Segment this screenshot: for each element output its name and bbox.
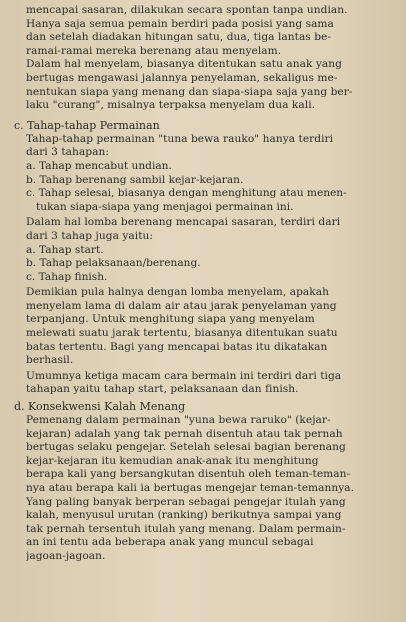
text-line: Dalam hal lomba berenang mencapai sasaran, terdiri dari xyxy=(26,216,341,229)
text-line: Dalam hal menyelam, biasanya ditentukan satu anak yang xyxy=(26,58,342,71)
book-page xyxy=(14,4,396,564)
text-line: laku "curang", misalnya terpaksa menyelam dua kali. xyxy=(26,99,316,112)
text-line: menyelam lama di dalam air atau jarak penyelaman yang xyxy=(26,299,337,312)
section-c-paragraph-3 xyxy=(26,286,396,368)
text-line: Hanya saja semua pemain berdiri pada posisi yang sama xyxy=(26,17,334,30)
text-line: dan setelah diadakan hitungan satu, dua, tiga lantas be- xyxy=(26,31,331,44)
text-line: nentukan siapa yang menang dan siapa-siapa saja yang ber- xyxy=(26,85,353,98)
text-line: nya atau berapa kali ia bertugas mengejar teman-temannya. xyxy=(26,482,355,494)
text-line: dari 3 tahapan: xyxy=(26,146,109,159)
text-line: kalah, menyusul urutan (ranking) berikutnya sampai yang xyxy=(26,509,342,522)
list-item: b. Tahap berenang sambil kejar-kejaran. xyxy=(26,173,244,186)
section-c-heading: c. Tahap-tahap Permainan xyxy=(14,118,160,132)
text-line: berapa kali yang bersangkutan disentuh oleh teman-teman- xyxy=(26,468,351,481)
intro-paragraph-text xyxy=(26,4,396,58)
list-item: a. Tahap start. xyxy=(26,243,104,256)
text-line: Tahap-tahap permainan "tuna bewa rauko" hanya terdiri xyxy=(26,132,334,145)
list-item: b. Tahap pelaksanaan/berenang. xyxy=(26,257,201,270)
text-line: dari 3 tahap juga yaitu: xyxy=(26,229,153,242)
list-item: a. Tahap mencabut undian. xyxy=(26,159,172,172)
text-line: mencapai sasaran, dilakukan secara spontan tanpa undian. xyxy=(26,4,348,16)
text-line: jagoan-jagoan. xyxy=(26,549,106,562)
text-line: berhasil. xyxy=(26,354,74,367)
list-item-continuation: tukan siapa-siapa yang menjagoi permainan ini. xyxy=(36,200,294,213)
text-line: kejar-kejaran itu kemudian anak-anak itu menghitung xyxy=(26,454,319,467)
text-line: Pemenang dalam permainan "yuna bewa raruko" (kejar- xyxy=(26,414,331,427)
text-line: bertugas selaku pengejar. Setelah selesai bagian berenang xyxy=(26,441,346,454)
section-d-paragraph-1 xyxy=(26,414,396,564)
section-d-heading: d. Konsekwensi Kalah Menang xyxy=(14,400,186,414)
text-line: ramai-ramai mereka berenang atau menyelam. xyxy=(26,44,282,57)
list-item: c. Tahap selesai, biasanya dengan menghitung atau menen- xyxy=(26,187,347,200)
text-line: bertugas mengawasi jalannya penyelaman, sekaligus me- xyxy=(26,71,338,84)
section-c-paragraph-1 xyxy=(26,133,396,160)
text-line: Demikian pula halnya dengan lomba menyelam, apakah xyxy=(26,286,329,299)
text-line: tak pernah tersentuh itulah yang menang. Dalam permain- xyxy=(26,522,346,535)
text-line: tahapan yaitu tahap start, pelaksanaan dan finish. xyxy=(26,383,299,396)
text-line: an ini tentu ada beberapa anak yang muncul sebagai xyxy=(26,536,314,549)
intro-paragraph xyxy=(26,4,396,113)
text-line: Yang paling banyak berperan sebagai pengejar itulah yang xyxy=(26,495,346,508)
text-line: melewati suatu jarak tertentu, biasanya ditentukan suatu xyxy=(26,327,338,340)
text-line: batas tertentu. Bagi yang mencapai batas itu dikatakan xyxy=(26,340,328,353)
list-item: c. Tahap finish. xyxy=(26,270,108,283)
text-line: terpanjang. Untuk menghitung siapa yang menyelam xyxy=(26,313,315,326)
intro-paragraph-2-text xyxy=(26,58,396,112)
section-d xyxy=(14,399,396,564)
section-c-paragraph-4 xyxy=(26,370,396,397)
section-c xyxy=(14,118,396,397)
text-line: Umumnya ketiga macam cara bermain ini terdiri dari tiga xyxy=(26,369,342,382)
section-c-paragraph-2 xyxy=(26,216,396,243)
text-line: kejaran) adalah yang tak pernah disentuh atau tak pernah xyxy=(26,427,343,440)
